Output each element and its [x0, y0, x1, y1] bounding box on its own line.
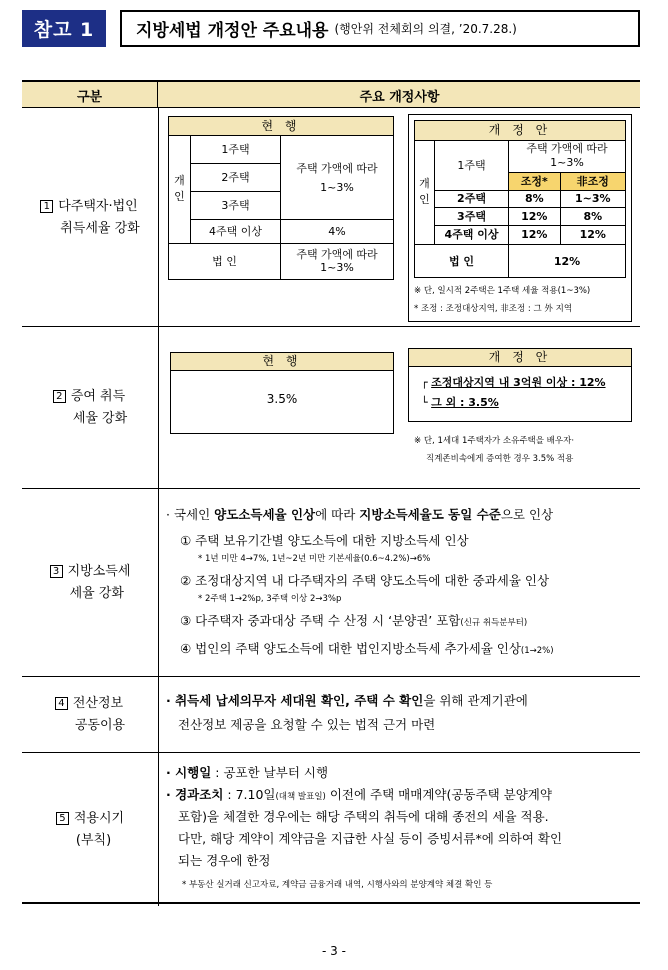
page-number: - 3 - — [322, 944, 346, 958]
row3-item3: ③ 다주택자 중과대상 주택 수 산정 시 ‘분양권’ 포함(신규 취득분부터) — [180, 613, 528, 628]
row2-revised-header: 개 정 안 — [409, 349, 631, 367]
row-number-3: 3 — [50, 565, 63, 578]
current-rate-1-3: 주택 가액에 따라 1~3% — [281, 136, 394, 220]
header-col-category: 구분 — [22, 82, 158, 108]
main-table — [22, 80, 640, 904]
row2-adjusted-rate: 조정대상지역 내 3억원 이상 : 12% — [431, 376, 606, 389]
row2-revised-box — [408, 348, 632, 422]
revised-3house: 3주택 — [435, 208, 509, 225]
row2-revised-line1: ┌ 조정대상지역 내 3억원 이상 : 12% — [421, 376, 606, 389]
row-1-label-line1: 다주택자·법인 — [58, 198, 138, 214]
row-number-2: 2 — [53, 390, 66, 403]
table-header-row — [22, 82, 640, 108]
row2-note-line1: ※ 단, 1세대 1주택자가 소유주택을 배우자· — [414, 436, 575, 446]
revised-4house: 4주택 이상 — [435, 225, 509, 245]
revised-rate-1: 주택 가액에 따라 1~3% — [509, 140, 626, 173]
row5-transition-line1: · 경과조치 : 7.10일(대책 발표일) 이전에 주택 매매계약(공동주택 분양계약 — [166, 787, 552, 802]
row4-line1: · 취득세 납세의무자 세대원 확인, 주택 수 확인을 위해 관계기관에 — [166, 693, 528, 708]
current-corp-rate: 주택 가액에 따라 1~3% — [281, 243, 394, 280]
revised-1house: 1주택 — [435, 140, 509, 190]
row-label-4 — [22, 677, 158, 752]
current-1house: 1주택 — [191, 136, 281, 164]
row2-current-box — [170, 352, 394, 434]
current-rate-4: 4% — [281, 219, 394, 243]
title-box — [120, 10, 640, 47]
row4-line2: 전산정보 제공을 요청할 수 있는 법적 근거 마련 — [178, 717, 436, 732]
revised-3house-adj: 12% — [509, 208, 561, 225]
current-corp-label: 법 인 — [169, 243, 281, 280]
row3-item1: ① 주택 보유기간별 양도소득에 대한 지방소득세 인상 — [180, 533, 469, 548]
row-number-4: 4 — [55, 697, 68, 710]
row-number-5: 5 — [56, 812, 69, 825]
row5-effective-date: · 시행일 : 공포한 날부터 시행 — [166, 765, 329, 780]
row-label-1 — [22, 109, 158, 326]
row-1-label-line2: 취득세율 강화 — [60, 220, 140, 236]
row-5-label-line1: 적용시기 — [73, 810, 125, 826]
page-subtitle: (행안위 전체회의 의결, ’20.7.28.) — [334, 22, 517, 36]
row-2-label-line1: 증여 취득 — [70, 388, 126, 404]
row3-intro: · 국세인 양도소득세율 인상에 따라 지방소득세율도 동일 수준으로 인상 — [166, 507, 554, 522]
row2-revised-line2: └ 그 외 : 3.5% — [421, 396, 499, 409]
revised-corp-rate: 12% — [509, 245, 626, 278]
row5-transition-line2: 포함)을 체결한 경우에는 해당 주택의 취득에 대해 종전의 세율 적용. — [178, 809, 549, 824]
row5-transition-line3: 다만, 해당 계약이 계약금을 지급한 사실 등이 증빙서류*에 의하여 확인 — [178, 831, 563, 846]
row-4-label-line2: 공동이용 — [74, 717, 126, 733]
badge-text: 참고 1 — [33, 19, 95, 41]
row3-item1-note: * 1년 미만 4→7%, 1년~2년 미만 기본세율(0.6~4.2%)→6% — [198, 554, 431, 564]
row-2-label-line2: 세율 강화 — [72, 410, 128, 426]
column-divider — [158, 108, 159, 906]
row-label-3 — [22, 489, 158, 676]
current-table-header: 현 행 — [169, 117, 394, 136]
revised-4house-adj: 12% — [509, 225, 561, 245]
revised-3house-non: 8% — [560, 208, 625, 225]
row-5-label-line2: (부칙) — [75, 832, 112, 848]
row-label-2 — [22, 327, 158, 488]
row2-current-header: 현 행 — [171, 353, 393, 371]
revised-corp-label: 법 인 — [415, 245, 509, 278]
current-4house: 4주택 이상 — [191, 219, 281, 243]
header-col-changes: 주요 개정사항 — [359, 89, 440, 105]
row1-note-temporary: ※ 단, 일시적 2주택은 1주택 세율 적용(1~3%) — [414, 286, 591, 296]
row3-item2: ② 조정대상지역 내 다주택자의 주택 양도소득에 대한 중과세율 인상 — [180, 573, 550, 588]
revised-individual-label: 개인 — [415, 140, 435, 245]
revised-2house: 2주택 — [435, 190, 509, 207]
row-number-1: 1 — [40, 200, 53, 213]
current-individual-label: 개인 — [169, 136, 191, 243]
revised-4house-non: 12% — [560, 225, 625, 245]
revised-2house-non: 1~3% — [560, 190, 625, 207]
row5-footnote: * 부동산 실거래 신고자료, 계약금 금융거래 내역, 시행사와의 분양계약 체결 확인 등 — [182, 880, 493, 890]
row-3-label-line2: 세율 강화 — [69, 585, 124, 601]
row5-transition-line4: 되는 경우에 한정 — [178, 853, 271, 868]
row2-note-line2: 직계존비속에게 증여한 경우 3.5% 적용 — [426, 454, 574, 464]
revised-2house-adj: 8% — [509, 190, 561, 207]
row2-current-rate: 3.5% — [266, 392, 298, 406]
row1-note-definition: * 조정 : 조정대상지역, 非조정 : 그 外 지역 — [414, 304, 573, 314]
row2-revised-body — [409, 367, 631, 413]
row2-other-rate: 그 외 : 3.5% — [431, 396, 499, 409]
page-title: 지방세법 개정안 주요내용 — [136, 21, 329, 41]
current-acquisition-tax-table — [168, 116, 394, 280]
reference-badge — [22, 10, 106, 47]
row3-item2-note: * 2주택 1→2%p, 3주택 이상 2→3%p — [198, 594, 342, 604]
current-3house: 3주택 — [191, 192, 281, 220]
revised-acquisition-tax-table — [414, 120, 626, 278]
row-4-label-line1: 전산정보 — [72, 695, 124, 711]
row-3-label-line1: 지방소득세 — [67, 563, 131, 579]
current-2house: 2주택 — [191, 164, 281, 192]
revised-col-nonadjusted: 非조정 — [560, 173, 625, 190]
revised-col-adjusted: 조정* — [509, 173, 561, 190]
revised-table-header: 개 정 안 — [415, 121, 626, 141]
row3-item4: ④ 법인의 주택 양도소득에 대한 법인지방소득세 추가세율 인상(1→2%) — [180, 641, 554, 656]
row-label-5 — [22, 753, 158, 906]
